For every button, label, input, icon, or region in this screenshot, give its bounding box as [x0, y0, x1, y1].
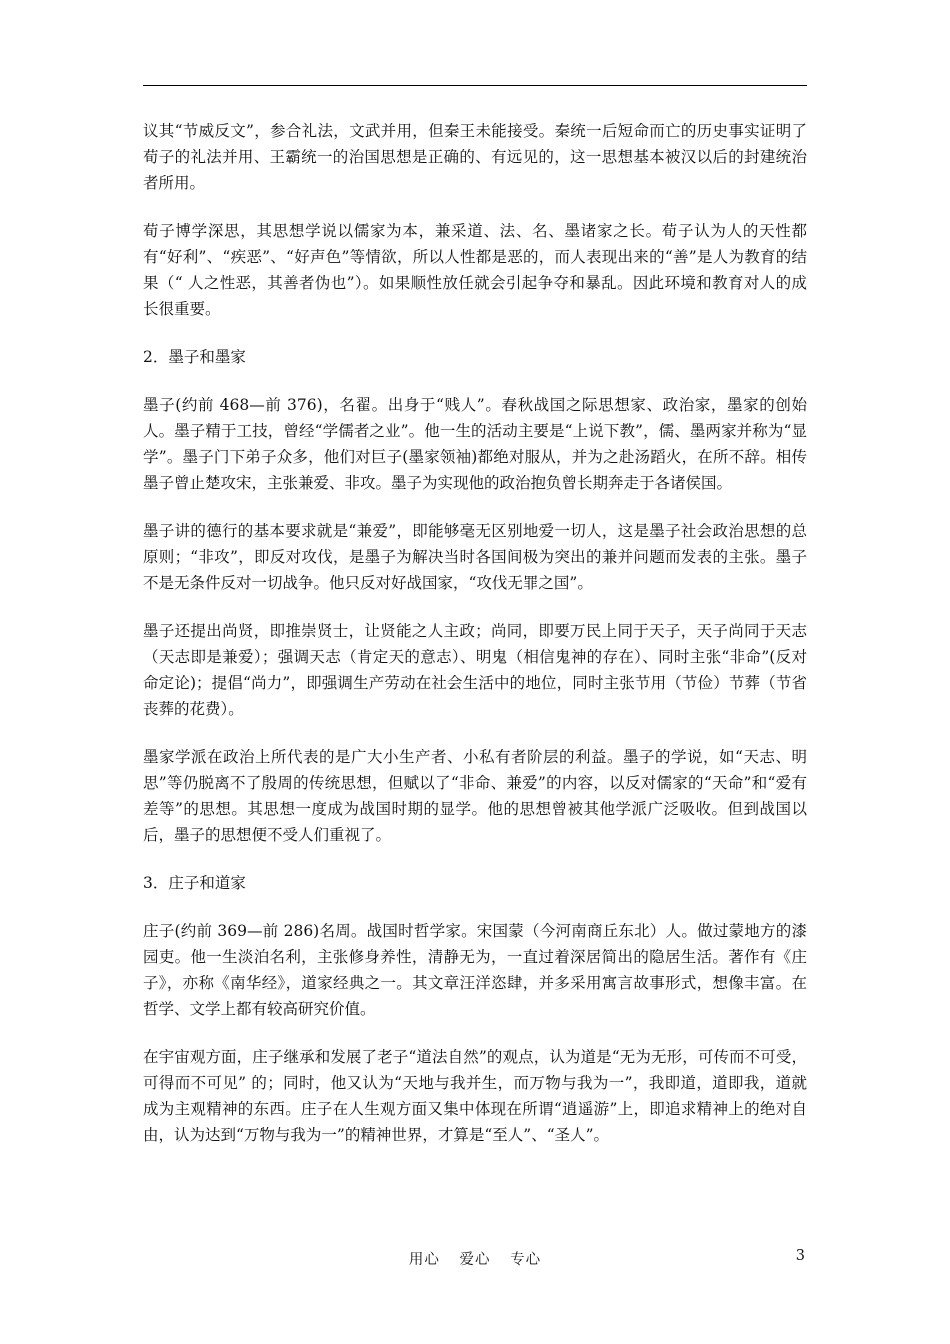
paragraph-mojia-school: 墨家学派在政治上所代表的是广大小生产者、小私有者阶层的利益。墨子的学说，如“天志、明思”等仍脱离不了殷周的传统思想，但赋以了“非命、兼爱”的内容，以反对儒家的“天命”和“爱有差等”的思想。其思想一度成为战国时期的显学。他的思想曾被其他学派广泛吸收。但到战国以后，墨子的思想便不受人们重视了。: [143, 748, 807, 844]
paragraph-mozi-shangxian: 墨子还提出尚贤，即推崇贤士，让贤能之人主政；尚同，即要万民上同于天子，天子尚同于天志（天志即是兼爱）；强调天志（肯定天的意志）、明鬼（相信鬼神的存在）、同时主张“非命”(反对命定论)；提倡“尚力”，即强调生产劳动在社会生活中的地位，同时主张节用（节俭）节葬（节省丧葬的花费）。: [143, 622, 807, 718]
page-number: 3: [795, 1248, 805, 1264]
paragraph-xunzi-nature: 荀子博学深思，其思想学说以儒家为本，兼采道、法、名、墨诸家之长。荀子认为人的天性都有“好利”、“疾恶”、“好声色”等情欲，所以人性都是恶的，而人表现出来的“善”是人为教育的结果（“ 人之性恶，其善者伪也”）。如果顺性放任就会引起争夺和暴乱。因此环境和教育对人的成长很重要。: [143, 222, 807, 318]
header-rule: [143, 85, 807, 86]
paragraph-xunzi-qin: 议其“节威反文”，参合礼法，文武并用，但秦王未能接受。秦统一后短命而亡的历史事实证明了荀子的礼法并用、王霸统一的治国思想是正确的、有远见的，这一思想基本被汉以后的封建统治者所用。: [143, 122, 807, 192]
paragraph-mozi-bio: 墨子(约前 468—前 376)，名翟。出身于“贱人”。春秋战国之际思想家、政治家，墨家的创始人。墨子精于工技，曾经“学儒者之业”。他一生的活动主要是“上说下教”，儒、墨两家并称为“显学”。墨子门下弟子众多，他们对巨子(墨家领袖)都绝对服从，并为之赴汤蹈火，在所不辞。相传墨子曾止楚攻宋，主张兼爱、非攻。墨子为实现他的政治抱负曾长期奔走于各诸侯国。: [143, 396, 807, 492]
footer-motto: 用心 爱心 专心: [408, 1252, 542, 1268]
paragraph-zhuangzi-cosmology: 在宇宙观方面，庄子继承和发展了老子“道法自然”的观点，认为道是“无为无形，可传而不可受，可得而不可见” 的；同时，他又认为“天地与我并生，而万物与我为一”，我即道，道即我，道就成为主观精神的东西。庄子在人生观方面又集中体现在所谓“逍遥游”上，即追求精神上的绝对自由，认为达到“万物与我为一”的精神世界，才算是“至人”、“圣人”。: [143, 1048, 807, 1144]
section-heading-zhuangzi: 3．庄子和道家: [143, 874, 246, 892]
section-heading-mozi: 2．墨子和墨家: [143, 348, 246, 366]
document-body: [143, 118, 807, 1170]
paragraph-zhuangzi-bio: 庄子(约前 369—前 286)名周。战国时哲学家。宋国蒙（今河南商丘东北）人。做过蒙地方的漆园吏。他一生淡泊名利，主张修身养性，清静无为，一直过着深居简出的隐居生活。著作有《庄子》，亦称《南华经》，道家经典之一。其文章汪洋恣肆，并多采用寓言故事形式，想像丰富。在哲学、文学上都有较高研究价值。: [143, 922, 807, 1018]
paragraph-mozi-jianai: 墨子讲的德行的基本要求就是“兼爱”，即能够毫无区别地爱一切人，这是墨子社会政治思想的总原则；“非攻”，即反对攻伐，是墨子为解决当时各国间极为突出的兼并问题而发表的主张。墨子不是无条件反对一切战争。他只反对好战国家，“攻伐无罪之国”。: [143, 522, 807, 592]
